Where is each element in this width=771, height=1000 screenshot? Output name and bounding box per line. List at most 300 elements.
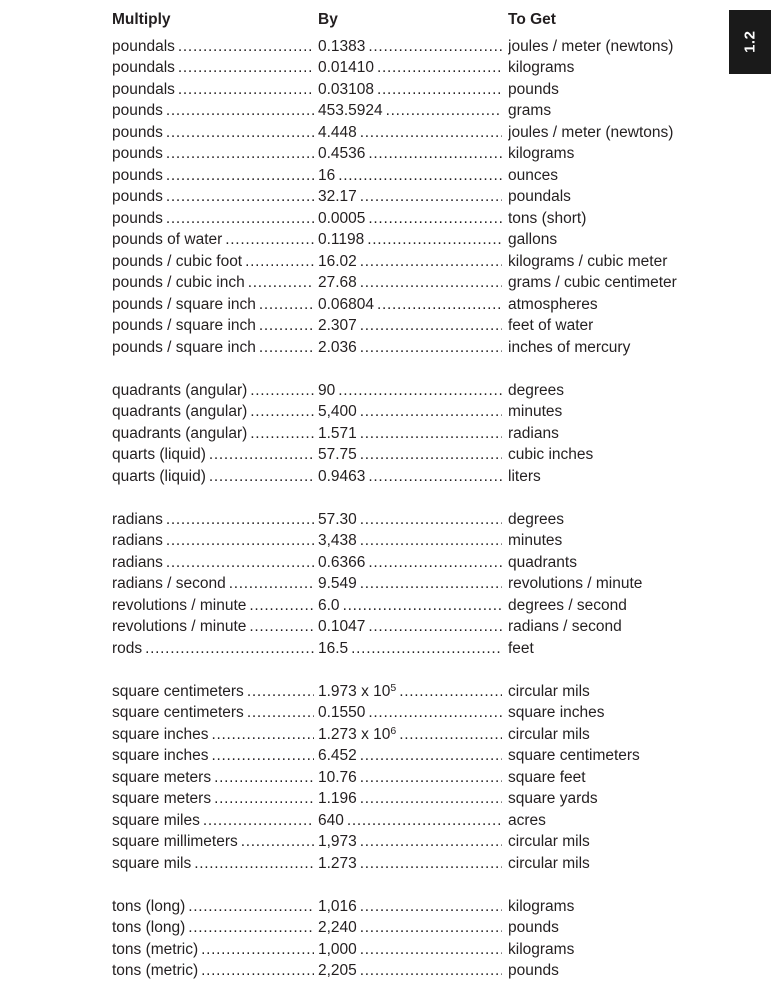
dot-leader [360, 896, 502, 918]
dot-leader [360, 337, 502, 359]
by-value-cell [318, 724, 508, 746]
dot-leader [360, 530, 502, 552]
to-get-value: circular mils [508, 725, 590, 743]
by-value: 0.1047 [318, 618, 366, 635]
dot-leader [368, 208, 502, 230]
dot-leader [399, 681, 502, 703]
dot-leader [360, 767, 502, 789]
dot-leader [360, 122, 502, 144]
by-value: 0.9463 [318, 467, 366, 485]
multiply-value: pounds / cubic inch [112, 274, 245, 291]
by-value-cell [318, 509, 508, 531]
table-row [112, 251, 751, 273]
to-get-value: radians / second [508, 618, 622, 635]
multiply-value-cell [112, 724, 318, 746]
table-row [112, 960, 751, 982]
multiply-value-cell [112, 702, 318, 724]
dot-leader [178, 57, 314, 79]
dot-leader [201, 960, 314, 982]
dot-leader [212, 745, 314, 767]
table-row [112, 616, 751, 638]
to-get-value: radians [508, 424, 559, 442]
dot-leader [360, 788, 502, 810]
by-value-cell [318, 939, 508, 961]
table-row [112, 745, 751, 767]
dot-leader [212, 724, 314, 746]
multiply-value: pounds / square inch [112, 338, 256, 356]
by-value: 0.03108 [318, 80, 375, 98]
multiply-value: square millimeters [112, 833, 238, 850]
table-section-quadrants-quarts [112, 380, 751, 488]
by-value-cell [318, 788, 508, 810]
by-value-cell [318, 444, 508, 466]
multiply-value-cell [112, 788, 318, 810]
by-value-cell [318, 616, 508, 638]
multiply-value: pounds [112, 145, 163, 162]
multiply-value-cell [112, 36, 318, 58]
multiply-value: pounds / square inch [112, 295, 256, 313]
dot-leader [178, 79, 314, 101]
dot-leader [360, 917, 502, 939]
dot-leader [166, 208, 314, 230]
table-body [112, 36, 751, 982]
multiply-value-cell [112, 552, 318, 574]
table-row [112, 853, 751, 875]
dot-leader [386, 100, 502, 122]
by-value: 1.973 x $10^5$ [318, 681, 397, 700]
dot-leader [188, 917, 314, 939]
multiply-value-cell [112, 165, 318, 187]
multiply-value: quadrants (angular) [112, 381, 248, 399]
dot-leader [338, 165, 502, 187]
header-by: By [318, 11, 338, 28]
by-value: 4.448 [318, 123, 357, 141]
to-get-value: cubic inches [508, 446, 594, 463]
by-value-cell [318, 315, 508, 337]
to-get-value: joules / meter (newtons) [508, 123, 674, 141]
dot-leader [249, 616, 314, 638]
by-value: 9.549 [318, 575, 357, 592]
by-value: 1,016 [318, 897, 357, 915]
to-get-value: pounds [508, 80, 559, 98]
exponent: 6 [390, 724, 397, 737]
by-value-cell [318, 896, 508, 918]
multiply-value-cell [112, 337, 318, 359]
multiply-value: square inches [112, 747, 209, 764]
multiply-value-cell [112, 208, 318, 230]
to-get-value: feet of water [508, 317, 594, 334]
header-multiply: Multiply [112, 11, 171, 28]
by-value: 3,438 [318, 532, 357, 549]
table-row [112, 208, 751, 230]
to-get-value: pounds [508, 919, 559, 936]
by-value: 1.571 [318, 424, 357, 442]
by-value: 5,400 [318, 403, 357, 420]
table-row [112, 272, 751, 294]
multiply-value: tons (long) [112, 897, 186, 915]
multiply-value: revolutions / minute [112, 618, 247, 635]
by-value-cell [318, 810, 508, 832]
by-value-cell [318, 294, 508, 316]
by-value: 1,000 [318, 940, 357, 958]
by-value: 27.68 [318, 274, 357, 291]
table-row [112, 444, 751, 466]
multiply-value-cell [112, 917, 318, 939]
multiply-value-cell [112, 57, 318, 79]
to-get-value: circular mils [508, 854, 590, 872]
multiply-value-cell [112, 573, 318, 595]
dot-leader [250, 423, 314, 445]
dot-leader [368, 702, 502, 724]
dot-leader [367, 229, 502, 251]
multiply-value-cell [112, 380, 318, 402]
multiply-value-cell [112, 960, 318, 982]
multiply-value: rods [112, 639, 143, 657]
multiply-value: tons (long) [112, 919, 186, 936]
to-get-value: tons (short) [508, 209, 587, 227]
multiply-value-cell [112, 229, 318, 251]
dot-leader [360, 251, 502, 273]
multiply-value: poundals [112, 80, 175, 98]
by-value: 2,205 [318, 962, 357, 979]
dot-leader [247, 681, 314, 703]
to-get-value: revolutions / minute [508, 575, 643, 592]
dot-leader [377, 57, 502, 79]
multiply-value: tons (metric) [112, 962, 199, 979]
to-get-value: joules / meter (newtons) [508, 37, 674, 55]
table-row [112, 939, 751, 961]
to-get-value: grams / cubic centimeter [508, 274, 677, 291]
by-value: 1,973 [318, 833, 357, 850]
table-row [112, 423, 751, 445]
by-value: 2.036 [318, 338, 357, 356]
dot-leader [166, 143, 314, 165]
dot-leader [250, 380, 314, 402]
table-row [112, 552, 751, 574]
dot-leader [360, 509, 502, 531]
by-value-cell [318, 767, 508, 789]
to-get-value: poundals [508, 188, 571, 205]
by-value: 6.0 [318, 596, 340, 614]
to-get-value: pounds [508, 962, 559, 979]
by-value-cell [318, 143, 508, 165]
multiply-value-cell [112, 251, 318, 273]
dot-leader [214, 788, 314, 810]
table-row [112, 831, 751, 853]
table-row [112, 638, 751, 660]
dot-leader [194, 853, 314, 875]
by-value: 1.196 [318, 790, 357, 807]
by-value-cell [318, 466, 508, 488]
dot-leader [360, 423, 502, 445]
multiply-value: revolutions / minute [112, 596, 247, 614]
table-row [112, 165, 751, 187]
multiply-value: square meters [112, 768, 212, 786]
multiply-value: quarts (liquid) [112, 467, 206, 485]
multiply-value: square mils [112, 854, 192, 872]
dot-leader [377, 294, 502, 316]
dot-leader [249, 595, 314, 617]
table-row [112, 229, 751, 251]
by-value-cell [318, 251, 508, 273]
by-value-cell [318, 165, 508, 187]
table-header [112, 9, 751, 31]
by-value-cell [318, 186, 508, 208]
to-get-value: circular mils [508, 833, 590, 850]
by-value: 1.273 x $10^6$ [318, 724, 397, 743]
table-row [112, 122, 751, 144]
dot-leader [166, 122, 314, 144]
to-get-value: circular mils [508, 682, 590, 700]
dot-leader [360, 186, 502, 208]
multiply-value-cell [112, 638, 318, 660]
to-get-value: degrees [508, 510, 565, 528]
multiply-value-cell [112, 444, 318, 466]
table-row [112, 810, 751, 832]
table-row [112, 530, 751, 552]
dot-leader [166, 530, 314, 552]
to-get-value: minutes [508, 403, 563, 420]
multiply-value-cell [112, 423, 318, 445]
dot-leader [259, 294, 314, 316]
multiply-value: square inches [112, 725, 209, 743]
by-value-cell [318, 208, 508, 230]
by-value-cell [318, 122, 508, 144]
by-value-cell [318, 853, 508, 875]
dot-leader [368, 143, 502, 165]
multiply-value: quadrants (angular) [112, 424, 248, 442]
to-get-value: kilograms [508, 897, 575, 915]
to-get-value: acres [508, 811, 546, 829]
dot-leader [248, 272, 314, 294]
to-get-value: gallons [508, 231, 558, 248]
by-value-cell [318, 272, 508, 294]
multiply-value: radians [112, 510, 163, 528]
multiply-value: quadrants (angular) [112, 403, 248, 420]
multiply-value-cell [112, 530, 318, 552]
dot-leader [360, 831, 502, 853]
multiply-value: square centimeters [112, 704, 244, 721]
by-value: 0.6366 [318, 553, 366, 571]
by-value: 6.452 [318, 747, 357, 764]
dot-leader [360, 939, 502, 961]
to-get-value: kilograms [508, 145, 575, 162]
dot-leader [360, 573, 502, 595]
to-get-value: minutes [508, 532, 563, 549]
to-get-value: kilograms [508, 940, 575, 958]
to-get-value: kilograms / cubic meter [508, 252, 668, 270]
section-tab-label: 1.2 [741, 30, 759, 54]
multiply-value-cell [112, 831, 318, 853]
multiply-value: pounds [112, 188, 163, 205]
table-row [112, 79, 751, 101]
multiply-value: pounds / cubic foot [112, 252, 243, 270]
by-value: 0.1383 [318, 37, 366, 55]
dot-leader [259, 315, 314, 337]
multiply-value: poundals [112, 59, 175, 76]
by-value-cell [318, 337, 508, 359]
to-get-value: square inches [508, 704, 605, 721]
dot-leader [209, 466, 314, 488]
multiply-value-cell [112, 681, 318, 703]
dot-leader [166, 165, 314, 187]
table-row [112, 294, 751, 316]
by-value: 10.76 [318, 768, 357, 786]
by-value-cell [318, 380, 508, 402]
table-section-square-units [112, 681, 751, 875]
by-value: 16.5 [318, 639, 349, 657]
to-get-value: atmospheres [508, 295, 598, 313]
by-value-cell [318, 229, 508, 251]
by-value-cell [318, 573, 508, 595]
table-section-poundals-pounds [112, 36, 751, 359]
table-row [112, 702, 751, 724]
table-row [112, 896, 751, 918]
multiply-value: radians / second [112, 575, 226, 592]
multiply-value: square meters [112, 790, 212, 807]
dot-leader [245, 251, 314, 273]
table-row [112, 315, 751, 337]
dot-leader [166, 186, 314, 208]
by-value-cell [318, 530, 508, 552]
by-value-cell [318, 423, 508, 445]
dot-leader [166, 552, 314, 574]
dot-leader [203, 810, 314, 832]
dot-leader [351, 638, 502, 660]
by-value: 453.5924 [318, 102, 383, 119]
dot-leader [360, 444, 502, 466]
table-row [112, 681, 751, 703]
dot-leader [360, 960, 502, 982]
table-row [112, 595, 751, 617]
multiply-value-cell [112, 315, 318, 337]
by-value-cell [318, 745, 508, 767]
by-value: 2.307 [318, 317, 357, 334]
multiply-value: radians [112, 532, 163, 549]
table-row [112, 788, 751, 810]
multiply-value-cell [112, 616, 318, 638]
dot-leader [368, 616, 502, 638]
by-value-cell [318, 100, 508, 122]
multiply-value: pounds [112, 166, 163, 184]
to-get-value: square feet [508, 768, 586, 786]
table-row [112, 573, 751, 595]
table-row [112, 509, 751, 531]
by-value-cell [318, 960, 508, 982]
multiply-value: square centimeters [112, 682, 244, 700]
by-value: 32.17 [318, 188, 357, 205]
multiply-value-cell [112, 810, 318, 832]
dot-leader [225, 229, 314, 251]
multiply-value-cell [112, 767, 318, 789]
by-value: 0.06804 [318, 295, 375, 313]
dot-leader [178, 36, 314, 58]
by-value-cell [318, 638, 508, 660]
by-value: 0.1198 [318, 231, 365, 248]
dot-leader [209, 444, 314, 466]
to-get-value: ounces [508, 166, 558, 184]
exponent: 5 [390, 681, 397, 694]
table-row [112, 36, 751, 58]
multiply-value-cell [112, 595, 318, 617]
table-row [112, 186, 751, 208]
multiply-value-cell [112, 186, 318, 208]
multiply-value: pounds [112, 102, 163, 119]
multiply-value-cell [112, 122, 318, 144]
dot-leader [247, 702, 314, 724]
multiply-value: tons (metric) [112, 940, 199, 958]
by-value-cell [318, 36, 508, 58]
table-row [112, 917, 751, 939]
multiply-value: pounds [112, 209, 163, 227]
dot-leader [360, 745, 502, 767]
to-get-value: grams [508, 102, 552, 119]
table-row [112, 401, 751, 423]
by-value: 0.1550 [318, 704, 366, 721]
multiply-value-cell [112, 939, 318, 961]
dot-leader [338, 380, 502, 402]
by-value: 57.30 [318, 510, 357, 528]
dot-leader [368, 552, 502, 574]
dot-leader [360, 853, 502, 875]
multiply-value: radians [112, 553, 163, 571]
multiply-value-cell [112, 509, 318, 531]
dot-leader [250, 401, 314, 423]
by-value-cell [318, 702, 508, 724]
by-value-cell [318, 831, 508, 853]
multiply-value: quarts (liquid) [112, 446, 206, 463]
table-row [112, 380, 751, 402]
to-get-value: square yards [508, 790, 598, 807]
header-to-get: To Get [508, 11, 556, 28]
dot-leader [145, 638, 314, 660]
table-section-tons [112, 896, 751, 982]
by-value: 16.02 [318, 252, 357, 270]
dot-leader [377, 79, 502, 101]
to-get-value: kilograms [508, 59, 575, 76]
dot-leader [360, 272, 502, 294]
by-value: 0.01410 [318, 59, 375, 76]
multiply-value: poundals [112, 37, 175, 55]
to-get-value: square centimeters [508, 747, 640, 764]
to-get-value: liters [508, 467, 541, 485]
table-row [112, 100, 751, 122]
by-value: 2,240 [318, 919, 357, 936]
dot-leader [214, 767, 314, 789]
dot-leader [166, 509, 314, 531]
dot-leader [259, 337, 314, 359]
dot-leader [360, 315, 502, 337]
by-value: 640 [318, 811, 344, 829]
multiply-value-cell [112, 896, 318, 918]
table-row [112, 724, 751, 746]
table-row [112, 57, 751, 79]
to-get-value: degrees [508, 381, 565, 399]
table-row [112, 143, 751, 165]
dot-leader [201, 939, 314, 961]
multiply-value-cell [112, 143, 318, 165]
multiply-value-cell [112, 272, 318, 294]
table-row [112, 466, 751, 488]
by-value: 0.0005 [318, 209, 366, 227]
multiply-value-cell [112, 401, 318, 423]
table-row [112, 337, 751, 359]
dot-leader [347, 810, 502, 832]
multiply-value-cell [112, 466, 318, 488]
by-value: 1.273 [318, 854, 357, 872]
to-get-value: feet [508, 639, 534, 657]
dot-leader [229, 573, 314, 595]
